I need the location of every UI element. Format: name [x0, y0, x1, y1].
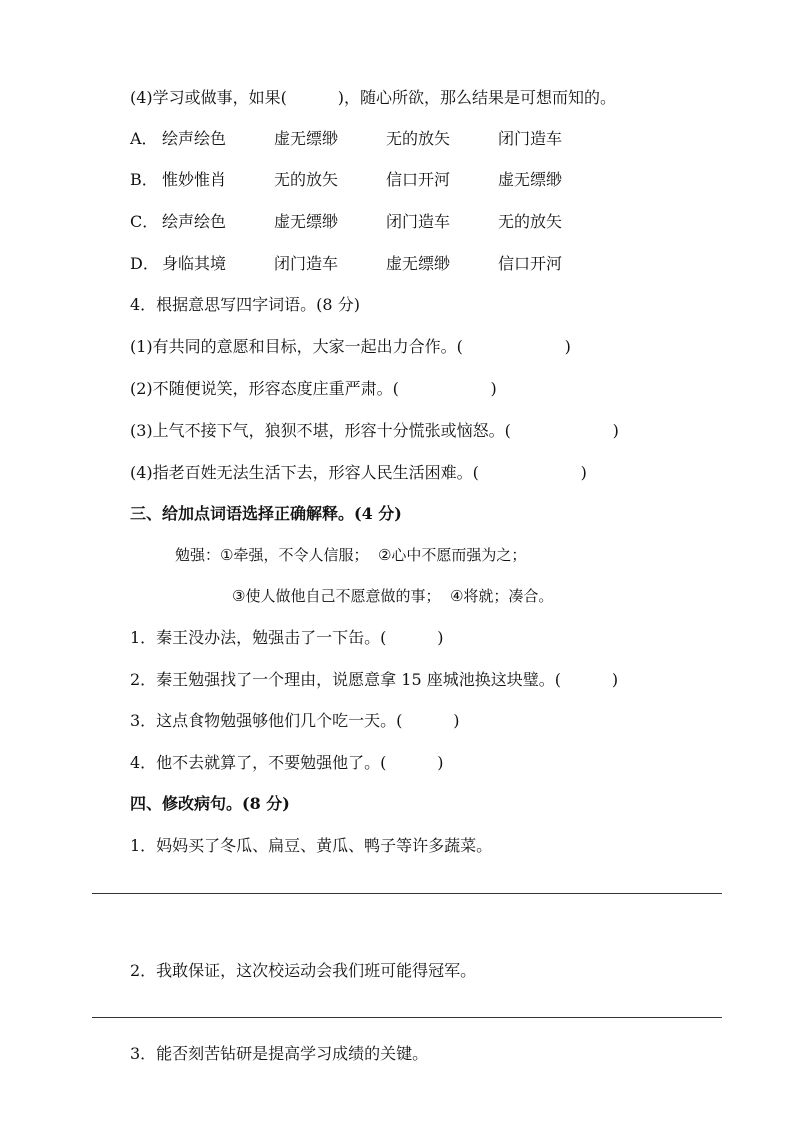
section-4-heading: 四、修改病句。(8 分): [130, 794, 290, 813]
section-3-item-2[interactable]: 2．秦王勉强找了一个理由，说愿意拿 15 座城池换这块璧。( ): [130, 670, 619, 689]
option-choice: 虚无缥缈: [274, 212, 339, 231]
option-choice: 身临其境: [162, 254, 227, 273]
option-choice: 无的放矢: [386, 129, 451, 148]
section-4-item-1: 1．妈妈买了冬瓜、扁豆、黄瓜、鸭子等许多蔬菜。: [130, 836, 493, 855]
option-choice: 虚无缥缈: [498, 170, 563, 189]
question-4-title: 4．根据意思写四字词语。(8 分): [130, 295, 360, 314]
option-choice: 虚无缥缈: [274, 129, 339, 148]
question-4-item-4[interactable]: (4)指老百姓无法生活下去，形容人民生活困难。( ): [130, 463, 587, 482]
option-letter: B．: [130, 170, 158, 189]
option-choice: 无的放矢: [274, 170, 339, 189]
question-4-item-3[interactable]: (3)上气不接下气，狼狈不堪，形容十分慌张或恼怒。( ): [130, 421, 619, 440]
section-4-item-2: 2．我敢保证，这次校运动会我们班可能得冠军。: [130, 961, 477, 980]
option-choice: 虚无缥缈: [386, 254, 451, 273]
definition-line-2: ③使人做他自己不愿意做的事； ④将就；凑合。: [232, 587, 554, 605]
section-3-item-1[interactable]: 1．秦王没办法，勉强击了一下缶。( ): [130, 628, 444, 647]
question-4-item-1[interactable]: (1)有共同的意愿和目标，大家一起出力合作。( ): [130, 337, 571, 356]
answer-line-2[interactable]: [92, 1017, 722, 1018]
option-choice: 绘声绘色: [162, 212, 227, 231]
section-3-item-4[interactable]: 4．他不去就算了，不要勉强他了。( ): [130, 753, 444, 772]
section-4-item-3: 3．能否刻苦钻研是提高学习成绩的关键。: [130, 1044, 429, 1063]
section-3-heading: 三、给加点词语选择正确解释。(4 分): [130, 504, 402, 523]
question-4-item-2[interactable]: (2)不随便说笑，形容态度庄重严肃。( ): [130, 379, 497, 398]
option-letter: C．: [130, 212, 159, 231]
definition-line-1: 勉强：①牵强，不令人信服； ②心中不愿而强为之；: [175, 546, 527, 564]
option-choice: 闭门造车: [386, 212, 451, 231]
option-choice: 信口开河: [498, 254, 563, 273]
section-3-item-3[interactable]: 3．这点食物勉强够他们几个吃一天。( ): [130, 711, 460, 730]
option-choice: 绘声绘色: [162, 129, 227, 148]
option-letter: A．: [130, 129, 158, 148]
option-choice: 惟妙惟肖: [162, 170, 227, 189]
option-letter: D．: [130, 254, 159, 273]
option-choice: 无的放矢: [498, 212, 563, 231]
option-choice: 闭门造车: [498, 129, 563, 148]
question-3-4-stem: (4)学习或做事，如果( )，随心所欲，那么结果是可想而知的。: [130, 88, 617, 107]
option-choice: 闭门造车: [274, 254, 339, 273]
answer-line-1[interactable]: [92, 893, 722, 894]
option-choice: 信口开河: [386, 170, 451, 189]
